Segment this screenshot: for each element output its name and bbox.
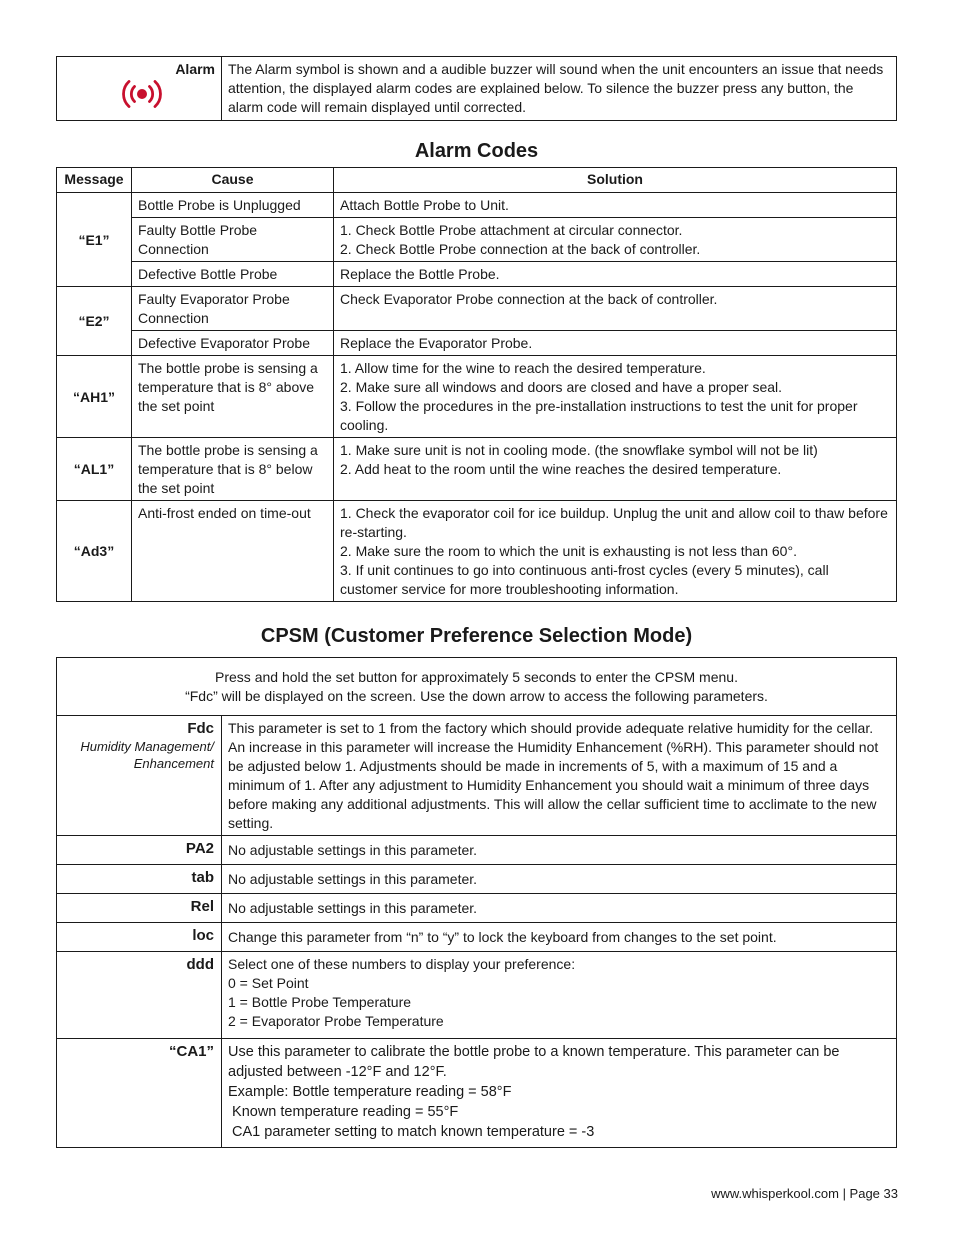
header-cause: Cause xyxy=(132,168,334,193)
table-row xyxy=(57,894,897,923)
header-solution: Solution xyxy=(334,168,897,193)
solution-line: 1. Check the evaporator coil for ice buildup. Unplug the unit and allow coil to thaw before re-starting. xyxy=(340,505,888,540)
solution-line: Replace the Bottle Probe. xyxy=(340,266,500,282)
alarm-info-table xyxy=(56,56,897,121)
alarm-description: The Alarm symbol is shown and a audible buzzer will sound when the unit encounters an issue that needs attention, the displayed alarm codes are explained below. To silence the buzzer press any button, the alarm code will remain displayed until corrected. xyxy=(222,57,897,121)
table-row xyxy=(57,952,897,1039)
code-ad3: “Ad3” xyxy=(57,501,132,602)
param-desc-rel: No adjustable settings in this parameter. xyxy=(222,894,897,923)
param-line: Use this parameter to calibrate the bottle probe to a known temperature. This parameter can be adjusted between -12°F and 12°F. xyxy=(228,1044,844,1080)
cpsm-heading: CPSM (Customer Preference Selection Mode) xyxy=(260,625,693,647)
cpsm-table xyxy=(56,657,897,1148)
param-line: Select one of these numbers to display your preference: xyxy=(228,956,576,972)
table-row xyxy=(57,262,897,287)
solution-cell xyxy=(334,501,897,602)
param-name-pa2 xyxy=(57,836,222,865)
intro-line: “Fdc” will be displayed on the screen. Use the down arrow to access the following parameters. xyxy=(185,688,768,704)
param-line: Known temperature reading = 55°F xyxy=(228,1104,459,1120)
solution-line: Replace the Evaporator Probe. xyxy=(340,335,533,351)
param-code: loc xyxy=(192,927,214,944)
param-line: 1 = Bottle Probe Temperature xyxy=(228,994,412,1010)
code-al1: “AL1” xyxy=(57,438,132,501)
param-desc-ca1 xyxy=(222,1039,897,1148)
solution-cell xyxy=(334,218,897,262)
solution-line: 1. Allow time for the wine to reach the desired temperature. xyxy=(340,360,706,376)
solution-line: 1. Check Bottle Probe attachment at circular connector. xyxy=(340,222,683,238)
param-name-ddd xyxy=(57,952,222,1039)
code-ah1: “AH1” xyxy=(57,356,132,438)
page-footer: www.whisperkool.com | Page 33 xyxy=(711,1186,898,1201)
param-name-rel xyxy=(57,894,222,923)
alarm-label: Alarm xyxy=(175,61,215,77)
table-row xyxy=(57,193,897,218)
param-desc-fdc: This parameter is set to 1 from the factory which should provide adequate relative humidity for the cellar. An increase in this parameter will increase the Humidity Enhancement (%RH). This parameter should not be adjusted below 1. Adjustments should be made in increments of 5, with a maximum of 15 and a minimum of 1. After any adjustment to Humidity Enhancement you should wait a minimum of three days before making any additional adjustments. This will allow the cellar sufficient time to acclimate to the new setting. xyxy=(222,716,897,836)
cpsm-intro xyxy=(57,658,897,716)
solution-line: Check Evaporator Probe connection at the back of controller. xyxy=(340,291,718,307)
solution-line: 3. Follow the procedures in the pre-installation instructions to test the unit for proper cooling. xyxy=(340,398,858,433)
param-code: tab xyxy=(191,869,214,886)
param-name-ca1 xyxy=(57,1039,222,1148)
param-name-tab xyxy=(57,865,222,894)
solution-cell xyxy=(334,356,897,438)
solution-line: 2. Check Bottle Probe connection at the back of controller. xyxy=(340,241,701,257)
alarm-codes-table xyxy=(56,167,897,602)
table-row xyxy=(57,501,897,602)
cause-cell: Defective Bottle Probe xyxy=(132,262,334,287)
table-row xyxy=(57,1039,897,1148)
solution-cell xyxy=(334,287,897,331)
param-subtitle: Humidity Management/ xyxy=(80,739,214,754)
table-row xyxy=(57,331,897,356)
alarm-symbol-cell xyxy=(57,57,222,121)
code-e1: “E1” xyxy=(57,193,132,287)
table-row xyxy=(57,836,897,865)
solution-cell xyxy=(334,438,897,501)
param-line: 0 = Set Point xyxy=(228,975,309,991)
param-desc-pa2: No adjustable settings in this parameter. xyxy=(222,836,897,865)
cause-cell: Defective Evaporator Probe xyxy=(132,331,334,356)
solution-line: 2. Make sure all windows and doors are closed and have a proper seal. xyxy=(340,379,783,395)
param-desc-tab: No adjustable settings in this parameter. xyxy=(222,865,897,894)
param-code: Fdc xyxy=(187,720,214,737)
solution-line: 3. If unit continues to go into continuous anti-frost cycles (every 5 minutes), call customer service for more troubleshooting information. xyxy=(340,562,829,597)
param-code: “CA1” xyxy=(168,1043,214,1060)
cause-cell: Anti-frost ended on time-out xyxy=(132,501,334,602)
table-row xyxy=(57,287,897,331)
code-e2: “E2” xyxy=(57,287,132,356)
param-code: Rel xyxy=(190,898,214,915)
solution-cell xyxy=(334,262,897,287)
param-line: 2 = Evaporator Probe Temperature xyxy=(228,1013,444,1029)
table-row xyxy=(57,923,897,952)
solution-cell xyxy=(334,193,897,218)
cause-cell: The bottle probe is sensing a temperature that is 8° below the set point xyxy=(132,438,334,501)
solution-line: 1. Make sure unit is not in cooling mode. (the snowflake symbol will not be lit) xyxy=(340,442,818,458)
solution-cell xyxy=(334,331,897,356)
table-row xyxy=(57,218,897,262)
table-header-row xyxy=(57,168,897,193)
table-row xyxy=(57,438,897,501)
param-subtitle: Enhancement xyxy=(133,756,214,771)
cause-cell: Bottle Probe is Unplugged xyxy=(132,193,334,218)
cause-cell: Faulty Bottle Probe Connection xyxy=(132,218,334,262)
alarm-codes-heading: Alarm Codes xyxy=(414,140,539,162)
intro-line: Press and hold the set button for approximately 5 seconds to enter the CPSM menu. xyxy=(215,669,738,685)
table-row xyxy=(57,356,897,438)
cause-cell: The bottle probe is sensing a temperature that is 8° above the set point xyxy=(132,356,334,438)
solution-line: Attach Bottle Probe to Unit. xyxy=(340,197,509,213)
param-name-fdc xyxy=(57,716,222,836)
param-code: PA2 xyxy=(185,840,214,857)
solution-line: 2. Make sure the room to which the unit is exhausting is not less than 60°. xyxy=(340,543,797,559)
solution-line: 2. Add heat to the room until the wine reaches the desired temperature. xyxy=(340,461,782,477)
param-desc-ddd xyxy=(222,952,897,1039)
table-row xyxy=(57,716,897,836)
param-desc-loc: Change this parameter from “n” to “y” to lock the keyboard from changes to the set point. xyxy=(222,923,897,952)
table-row xyxy=(57,658,897,716)
header-message: Message xyxy=(57,168,132,193)
param-line: CA1 parameter setting to match known temperature = -3 xyxy=(228,1124,595,1140)
param-name-loc xyxy=(57,923,222,952)
param-code: ddd xyxy=(186,956,214,973)
alarm-buzzer-icon xyxy=(121,78,163,110)
cause-cell: Faulty Evaporator Probe Connection xyxy=(132,287,334,331)
param-line: Example: Bottle temperature reading = 58°F xyxy=(228,1084,512,1100)
table-row xyxy=(57,865,897,894)
